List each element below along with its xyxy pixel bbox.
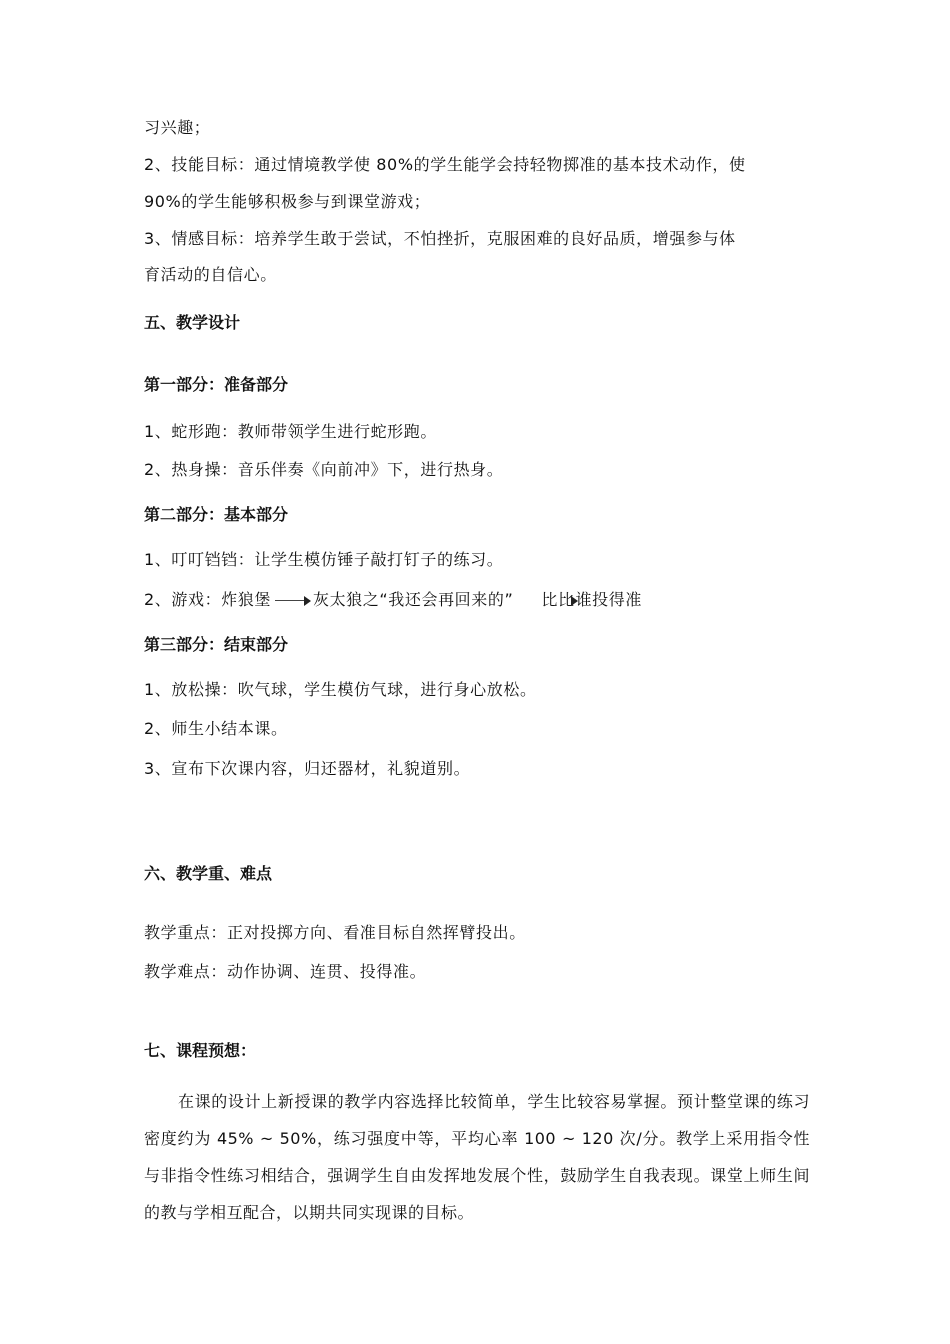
skill-objective-line-2: 90%的学生能够积极参与到课堂游戏； bbox=[144, 192, 431, 211]
skill-objective-line-1: 2、技能目标：通过情境教学使 80%的学生能学会持轻物掷准的基本技术动作，使 bbox=[144, 155, 746, 174]
section-6-title: 六、教学重、难点 bbox=[144, 864, 273, 883]
emotion-objective-line-1: 3、情感目标：培养学生敢于尝试，不怕挫折，克服困难的良好品质，增强参与体 bbox=[144, 229, 736, 248]
part-2-item-2 bbox=[144, 590, 814, 610]
part-1-title: 第一部分：准备部分 bbox=[144, 375, 289, 394]
course-outlook-paragraph: 在课的设计上新授课的教学内容选择比较简单，学生比较容易掌握。预计整堂课的练习密度约为 45% ~ 50%，练习强度中等，平均心率 100 ~ 120 次/分。教学上采用指令性与非指令性练习相结合，强调学生自由发挥地发展个性，鼓励学生自我表现。课堂上师生间的教与学相互配合，以期共同实现课的目标。 bbox=[144, 1092, 810, 1222]
game-stage-3-part-b: 谁投得准 bbox=[575, 590, 642, 609]
game-stage-2: 灰太狼之“我还会再回来的” bbox=[312, 590, 514, 609]
part-1-item-1: 1、蛇形跑：教师带领学生进行蛇形跑。 bbox=[144, 422, 437, 441]
difficulty: 教学难点：动作协调、连贯、投得准。 bbox=[144, 962, 427, 981]
part-2-item-1: 1、叮叮铛铛：让学生模仿锤子敲打钉子的练习。 bbox=[144, 550, 504, 569]
arrow-right-icon bbox=[275, 595, 311, 607]
section-5-title: 五、教学设计 bbox=[144, 313, 241, 332]
part-3-item-1: 1、放松操：吹气球，学生模仿气球，进行身心放松。 bbox=[144, 680, 537, 699]
emotion-objective-line-2: 育活动的自信心。 bbox=[144, 265, 277, 284]
part-1-item-2: 2、热身操：音乐伴奏《向前冲》下，进行热身。 bbox=[144, 460, 504, 479]
part-3-title: 第三部分：结束部分 bbox=[144, 635, 289, 654]
part-2-title: 第二部分：基本部分 bbox=[144, 505, 289, 524]
game-stage-3-part-a: 比比 bbox=[541, 590, 575, 609]
part-3-item-3: 3、宣布下次课内容，归还器材，礼貌道别。 bbox=[144, 759, 471, 778]
section-7-title: 七、课程预想： bbox=[144, 1041, 257, 1060]
key-point: 教学重点：正对投掷方向、看准目标自然挥臂投出。 bbox=[144, 923, 526, 942]
part-3-item-2: 2、师生小结本课。 bbox=[144, 719, 288, 738]
game-label: 2、游戏：炸狼堡 bbox=[144, 590, 271, 609]
objective-continuation: 习兴趣； bbox=[144, 118, 211, 137]
